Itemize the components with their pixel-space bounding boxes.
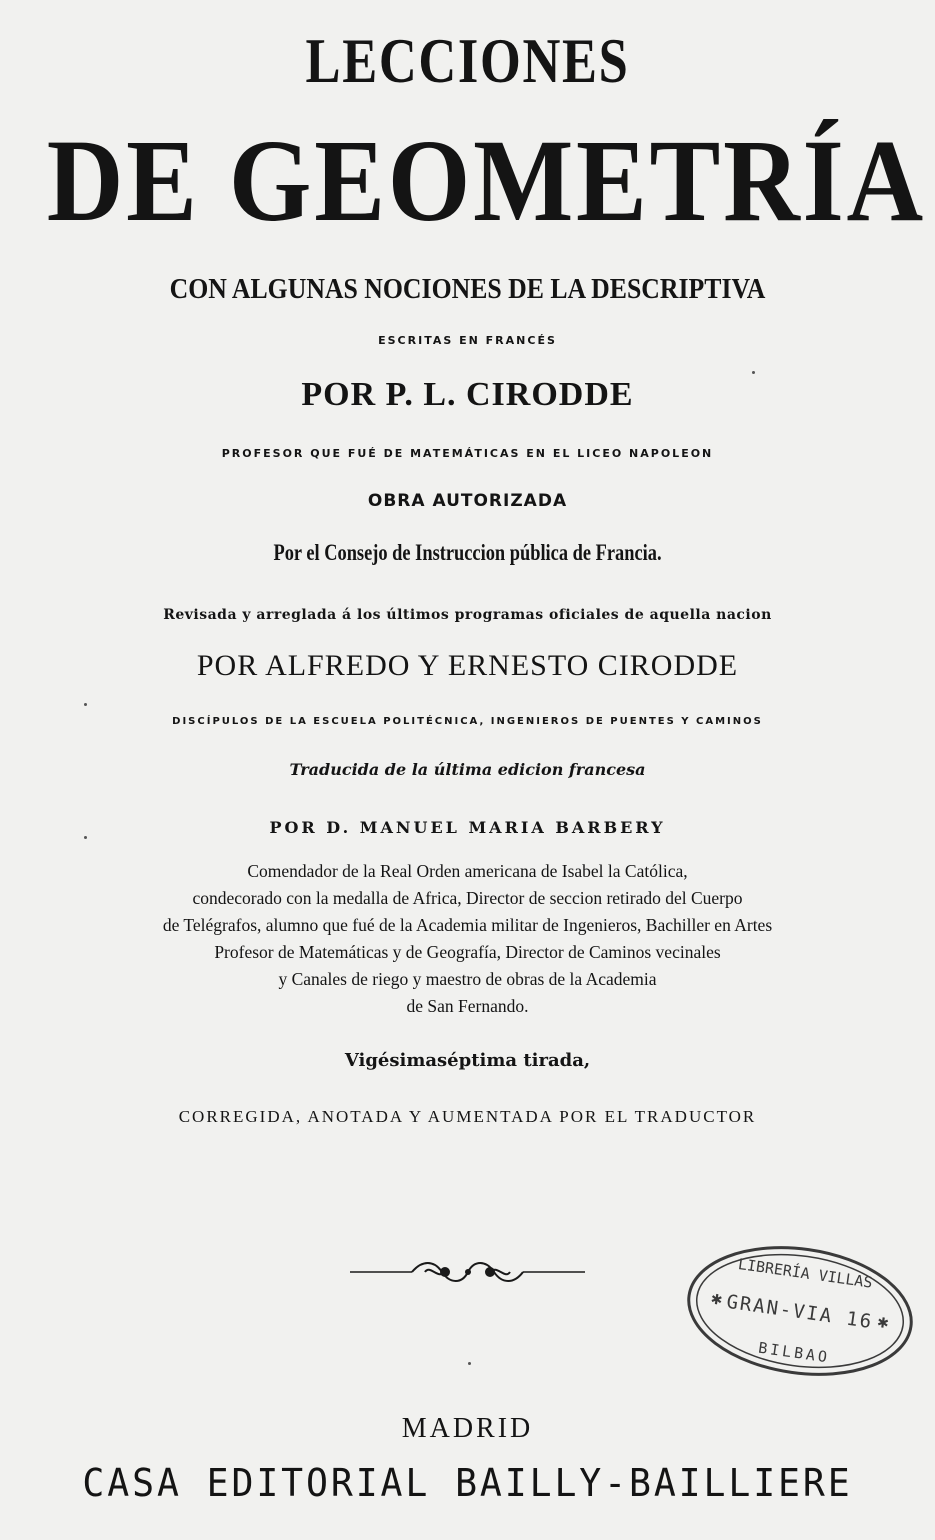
city: MADRID (401, 1413, 534, 1444)
written-in-note: ESCRITAS EN FRANCÉS (378, 334, 557, 347)
stamp-top-text: LIBRERÍA VILLAS (736, 1255, 874, 1292)
bio-line: y Canales de riego y maestro de obras de la Academia (278, 969, 657, 989)
printing-note: Vigésimaséptima tirada, (344, 1050, 591, 1071)
paper-speck (468, 1362, 471, 1365)
revised-note: Revisada y arreglada á los últimos programas oficiales de aquella nacion (163, 607, 772, 623)
stamp-middle-text: GRAN-VIA 16 (725, 1290, 875, 1334)
bio-line: de San Fernando. (406, 996, 529, 1016)
paper-speck (84, 703, 87, 706)
subtitle: CON ALGUNAS NOCIONES DE LA DESCRIPTIVA (169, 274, 766, 305)
publisher: CASA EDITORIAL BAILLY-BAILLIERE (82, 1461, 853, 1505)
authorized-note: OBRA AUTORIZADA (367, 491, 568, 511)
star-icon: ✱ (709, 1291, 724, 1310)
bio-line: condecorado con la medalla de Africa, Director de seccion retirado del Cuerpo (192, 888, 743, 908)
revisers: POR ALFREDO Y ERNESTO CIRODDE (196, 649, 739, 682)
bookseller-stamp (680, 1236, 920, 1386)
title-line-1: LECCIONES (305, 25, 630, 96)
translated-note: Traducida de la última edicion francesa (289, 760, 646, 779)
paper-speck (752, 371, 755, 374)
bio-line: Profesor de Matemáticas y de Geografía, Director de Caminos vecinales (214, 942, 721, 962)
star-icon: ✱ (875, 1314, 890, 1333)
bio-line: Comendador de la Real Orden americana de Isabel la Católica, (247, 861, 688, 881)
ornament-divider (350, 1252, 585, 1292)
bio-line: de Telégrafos, alumno que fué de la Academia militar de Ingenieros, Bachiller en Artes (162, 915, 773, 935)
author: POR P. L. CIRODDE (301, 376, 634, 413)
stamp-bottom-text: BILBAO (757, 1338, 832, 1367)
translator-bio (0, 858, 935, 1020)
title-line-2: DE GEOMETRÍA (46, 115, 926, 246)
translator: POR D. MANUEL MARIA BARBERY (269, 818, 666, 837)
council-note: Por el Consejo de Instruccion pública de Francia. (273, 540, 662, 565)
paper-speck (84, 836, 87, 839)
author-role: PROFESOR QUE FUÉ DE MATEMÁTICAS EN EL LICEO NAPOLEON (221, 447, 714, 460)
revisers-role: DISCÍPULOS DE LA ESCUELA POLITÉCNICA, INGENIEROS DE PUENTES Y CAMINOS (172, 716, 763, 727)
corrected-note: CORREGIDA, ANOTADA Y AUMENTADA POR EL TRADUCTOR (178, 1107, 757, 1126)
